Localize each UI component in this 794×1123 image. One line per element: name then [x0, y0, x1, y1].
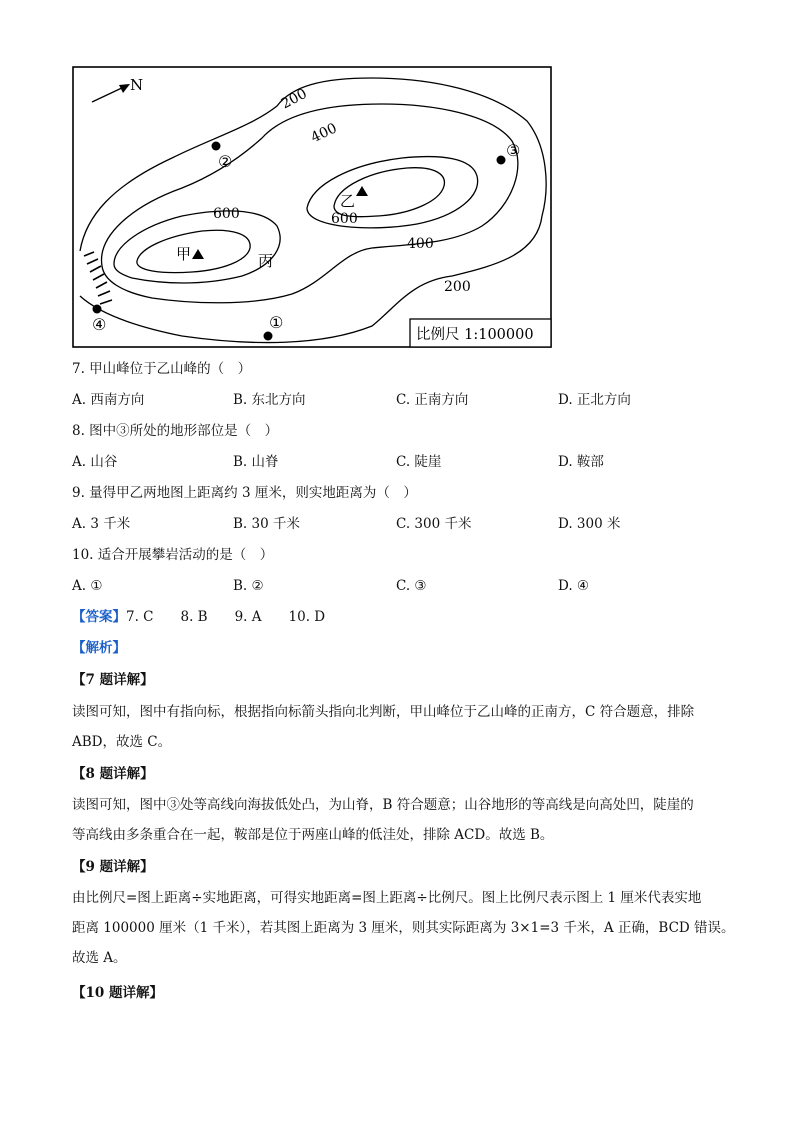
detail-8-line-2: 等高线由多条重合在一起，鞍部是位于两座山峰的低洼处，排除 ACD。故选 B。 — [72, 827, 554, 843]
contour-label-600-yi: 600 — [331, 211, 358, 227]
point-4-label: ④ — [92, 315, 107, 334]
question-9-option-b[interactable]: B. 30 千米 — [233, 516, 300, 532]
question-10-option-d[interactable]: D. ④ — [558, 578, 590, 594]
point-2-label: ② — [218, 152, 233, 171]
question-8-option-a[interactable]: A. 山谷 — [72, 454, 118, 470]
detail-9-body — [72, 883, 735, 973]
peak-label-yi: 乙 — [340, 192, 356, 210]
analysis-label: 【解析】 — [72, 640, 126, 656]
north-label: N — [130, 76, 144, 94]
contour-label-200-b: 200 — [444, 279, 471, 295]
point-3-dot — [497, 156, 506, 165]
scale-label: 比例尺 1:100000 — [416, 327, 534, 343]
contour-label-200: 200 — [278, 85, 310, 113]
detail-9-line-3: 故选 A。 — [72, 950, 127, 966]
detail-9-line-2: 距离 100000 厘米（1 千米），若其图上距离为 3 厘米，则其实际距离为 3×1=3 千米，A 正确，BCD 错误。 — [72, 920, 735, 936]
peak-jia-icon — [192, 249, 204, 259]
north-arrow-icon — [92, 84, 130, 102]
contour-map — [72, 66, 552, 348]
contour-label-400-b: 400 — [407, 236, 434, 252]
point-4-dot — [93, 305, 102, 314]
detail-7-body — [72, 697, 722, 757]
point-1-label: ① — [269, 313, 284, 332]
label-bing: 丙 — [258, 252, 274, 270]
question-10-option-a[interactable]: A. ① — [72, 578, 103, 594]
contour-label-600-jia: 600 — [213, 206, 240, 222]
detail-9-line-1: 由比例尺=图上距离÷实地距离，可得实地距离=图上距离÷比例尺。图上比例尺表示图上 1 厘米代表实地 — [72, 890, 702, 906]
peak-yi-icon — [356, 186, 368, 196]
question-7-stem: 7. 甲山峰位于乙山峰的（ ） — [72, 361, 252, 377]
question-10-option-c[interactable]: C. ③ — [396, 578, 427, 594]
detail-7-line-2: ABD，故选 C。 — [72, 734, 172, 750]
point-2-dot — [212, 142, 221, 151]
detail-8-title: 【8 题详解】 — [72, 766, 154, 782]
detail-7-title: 【7 题详解】 — [72, 672, 154, 688]
answer-line — [72, 608, 325, 626]
question-9-option-c[interactable]: C. 300 千米 — [396, 516, 472, 532]
question-7-option-c[interactable]: C. 正南方向 — [396, 392, 469, 408]
question-7-option-a[interactable]: A. 西南方向 — [72, 392, 145, 408]
answer-text: 7. C 8. B 9. A 10. D — [126, 609, 326, 625]
map-frame — [73, 67, 551, 347]
detail-10-title: 【10 题详解】 — [72, 985, 163, 1001]
peak-label-jia: 甲 — [176, 245, 192, 263]
contour-inner-jia — [137, 230, 250, 272]
detail-9-title: 【9 题详解】 — [72, 859, 154, 875]
detail-8-line-1: 读图可知，图中③处等高线向海拔低处凸，为山脊，B 符合题意；山谷地形的等高线是向高处凹，陡崖的 — [72, 797, 694, 813]
question-9-option-a[interactable]: A. 3 千米 — [72, 516, 131, 532]
question-10-stem: 10. 适合开展攀岩活动的是（ ） — [72, 547, 274, 563]
question-10-option-b[interactable]: B. ② — [233, 578, 264, 594]
question-8-option-c[interactable]: C. 陡崖 — [396, 454, 442, 470]
detail-8-body — [72, 790, 722, 850]
question-8-option-d[interactable]: D. 鞍部 — [558, 454, 604, 470]
point-3-label: ③ — [506, 141, 521, 160]
contour-label-400: 400 — [308, 120, 340, 147]
question-8-stem: 8. 图中③所处的地形部位是（ ） — [72, 423, 279, 439]
question-9-stem: 9. 量得甲乙两地图上距离约 3 厘米，则实地距离为（ ） — [72, 485, 417, 501]
answer-label: 【答案】 — [72, 609, 126, 625]
detail-7-line-1: 读图可知，图中有指向标，根据指向标箭头指向北判断，甲山峰位于乙山峰的正南方，C 符合题意，排除 — [72, 704, 695, 720]
point-1-dot — [264, 332, 273, 341]
question-7-option-b[interactable]: B. 东北方向 — [233, 392, 306, 408]
question-7-option-d[interactable]: D. 正北方向 — [558, 392, 631, 408]
question-9-option-d[interactable]: D. 300 米 — [558, 516, 621, 532]
question-8-option-b[interactable]: B. 山脊 — [233, 454, 279, 470]
